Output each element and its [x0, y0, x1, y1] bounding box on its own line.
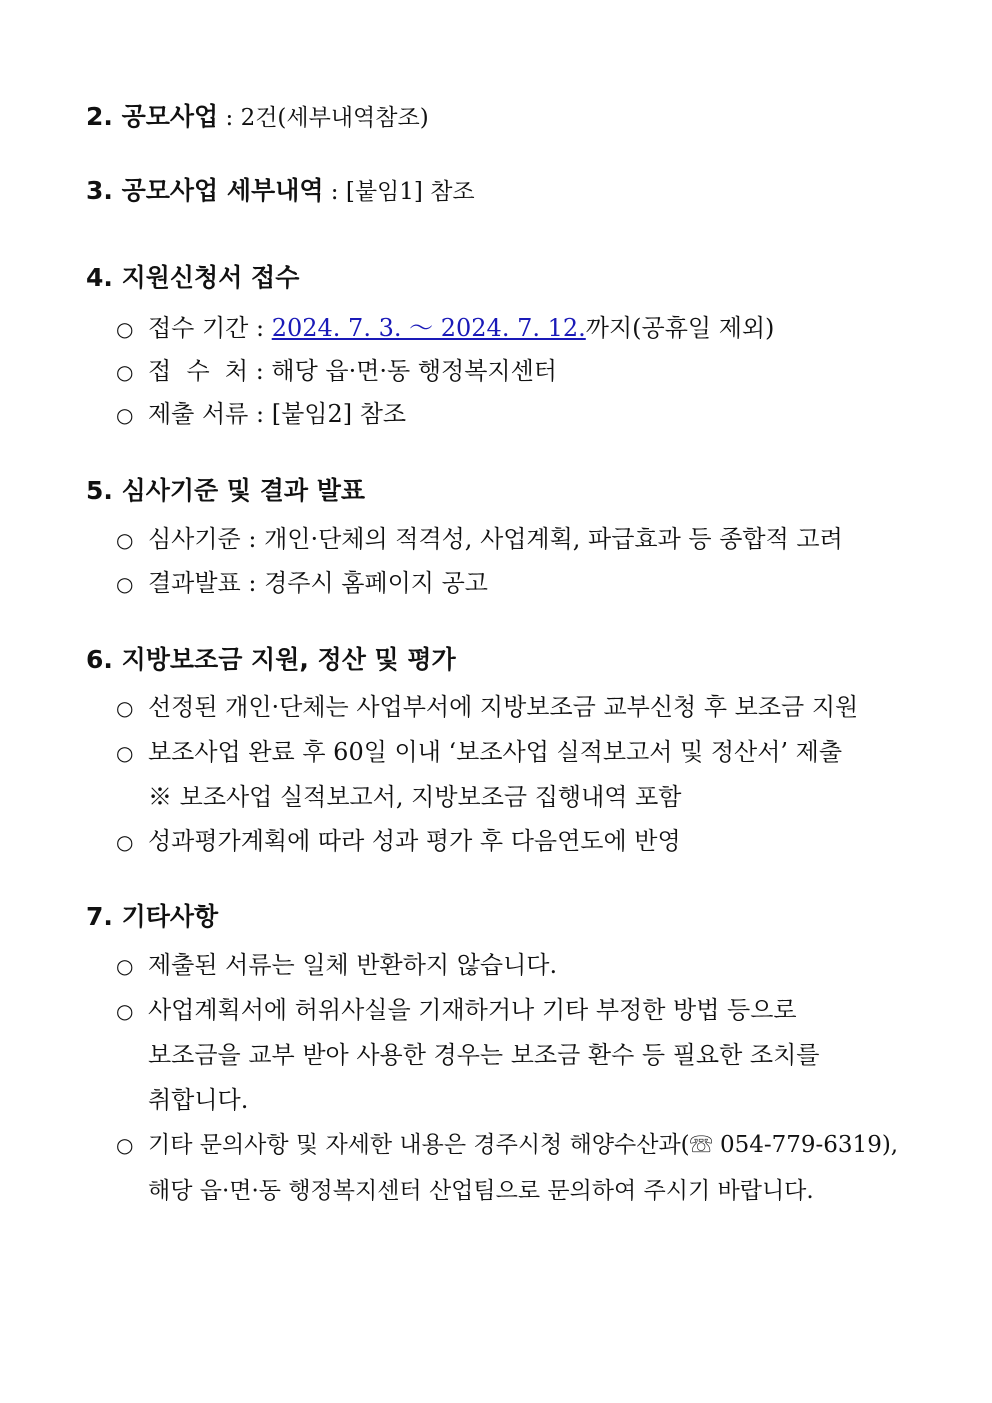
application-period-dates: 2024. 7. 3. ～ 2024. 7. 12.	[271, 314, 586, 342]
list-item-text: 보조사업 완료 후 60일 이내 ‘보조사업 실적보고서 및 정산서’ 제출	[148, 738, 843, 766]
list-item-report-submission	[116, 736, 842, 769]
list-item-text: 제출된 서류는 일체 반환하지 않습니다.	[148, 951, 558, 979]
section-3-heading	[86, 175, 475, 208]
section-5-heading: 5. 심사기준 및 결과 발표	[86, 476, 366, 505]
circle-bullet: ○	[116, 696, 134, 720]
circle-bullet: ○	[116, 360, 134, 384]
list-item-text: 성과평가계획에 따라 성과 평가 후 다음연도에 반영	[148, 827, 681, 855]
section-4-heading: 4. 지원신청서 접수	[86, 263, 300, 292]
circle-bullet: ○	[116, 954, 134, 978]
section-2-heading	[86, 101, 429, 134]
list-item-subsidy-request	[116, 691, 858, 724]
circle-bullet: ○	[116, 572, 134, 596]
list-item-continuation: 보조금을 교부 받아 사용한 경우는 보조금 환수 등 필요한 조치를	[148, 1041, 820, 1069]
list-item-announcement	[116, 567, 488, 600]
list-item-criteria	[116, 523, 843, 556]
list-item-evaluation	[116, 825, 681, 858]
list-item-continuation: 취합니다.	[148, 1086, 249, 1114]
section-2-title: 2. 공모사업	[86, 102, 219, 131]
section-6-heading: 6. 지방보조금 지원, 정산 및 평가	[86, 645, 456, 674]
circle-bullet: ○	[116, 528, 134, 552]
note-line: ※ 보조사업 실적보고서, 지방보조금 집행내역 포함	[148, 783, 682, 811]
list-item-false-facts	[116, 994, 797, 1027]
list-item-no-return	[116, 949, 557, 982]
circle-bullet: ○	[116, 1133, 134, 1157]
circle-bullet: ○	[116, 999, 134, 1023]
list-item-text: 심사기준 : 개인·단체의 적격성, 사업계획, 파급효과 등 종합적 고려	[148, 525, 843, 553]
list-item-text: 제출 서류 : [붙임2] 참조	[148, 400, 407, 428]
section-3-title: 3. 공모사업 세부내역	[86, 176, 324, 205]
list-item-text: 결과발표 : 경주시 홈페이지 공고	[148, 569, 488, 597]
list-item-suffix: 까지(공휴일 제외)	[585, 314, 775, 342]
list-item-continuation: 해당 읍·면·동 행정복지센터 산업팀으로 문의하여 주시기 바랍니다.	[148, 1178, 814, 1204]
circle-bullet: ○	[116, 741, 134, 765]
list-item-documents	[116, 398, 406, 431]
list-item-text: 선정된 개인·단체는 사업부서에 지방보조금 교부신청 후 보조금 지원	[148, 693, 859, 721]
list-item-text: 사업계획서에 허위사실을 기재하거나 기타 부정한 방법 등으로	[148, 996, 797, 1024]
list-item-text: 접 수 처 : 해당 읍·면·동 행정복지센터	[148, 357, 557, 385]
circle-bullet: ○	[116, 403, 134, 427]
list-item-contact	[116, 1129, 898, 1161]
list-item-label: 접수 기간 :	[148, 314, 272, 342]
list-item-text: 기타 문의사항 및 자세한 내용은 경주시청 해양수산과(☏ 054-779-6319),	[148, 1132, 899, 1158]
circle-bullet: ○	[116, 830, 134, 854]
circle-bullet: ○	[116, 317, 134, 341]
list-item-application-office	[116, 355, 557, 388]
section-3-detail: : [붙임1] 참조	[323, 179, 475, 205]
list-item-application-period	[116, 312, 774, 345]
section-2-detail: : 2건(세부내역참조)	[218, 105, 429, 131]
section-7-heading: 7. 기타사항	[86, 902, 219, 931]
